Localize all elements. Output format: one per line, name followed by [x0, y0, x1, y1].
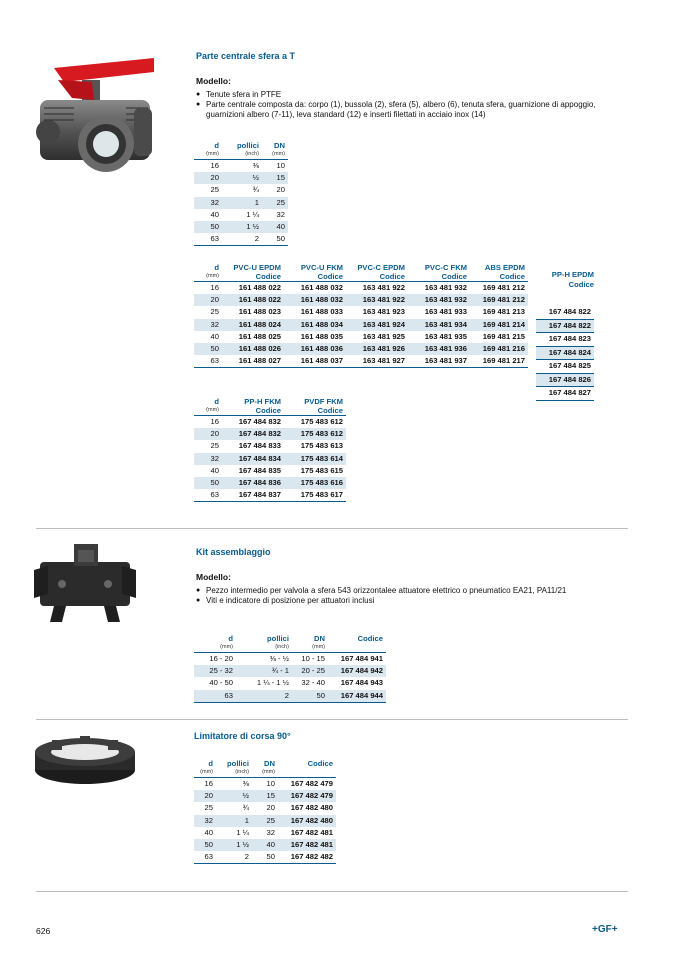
table-cell: 163 481 926	[346, 343, 408, 355]
col-header: d	[214, 141, 219, 150]
table-cell: 16	[204, 779, 213, 788]
col-header: ABS EPDM Codice	[470, 263, 528, 282]
table-cell: 32	[276, 209, 285, 219]
table-row	[536, 319, 594, 333]
col-unit: (mm)	[262, 769, 275, 775]
col-unit: (mm)	[206, 273, 219, 279]
table-cell: 20	[194, 294, 222, 306]
col-header: DN	[274, 141, 285, 150]
section2-title: Kit assemblaggio	[196, 547, 271, 557]
table-row	[194, 477, 346, 489]
table-cell: 32 - 40	[301, 678, 325, 688]
table-cell: 175 483 616	[284, 477, 346, 489]
table-cell: 161 488 026	[222, 343, 284, 355]
table-row	[194, 815, 336, 827]
table-cell: 25 - 32	[194, 665, 236, 677]
table-cell: 63	[194, 851, 216, 864]
table-cell: 167 484 826	[536, 373, 594, 387]
table-row	[194, 653, 386, 666]
table-cell: 25	[204, 803, 213, 813]
col-header: d	[214, 397, 219, 406]
col-unit: (inch)	[275, 644, 289, 650]
table-cell: 16	[210, 283, 219, 292]
section3-table	[194, 759, 336, 864]
col-header: PP-H FKM Codice	[222, 397, 284, 416]
table-row	[194, 827, 336, 839]
table-cell: 16 - 20	[209, 654, 233, 663]
table-cell: 161 488 025	[238, 331, 281, 341]
table-cell: 63	[194, 489, 222, 502]
table-cell: 32	[194, 197, 222, 209]
table-cell: 10	[266, 779, 275, 788]
table-cell: 20	[194, 790, 216, 802]
table-row	[194, 306, 528, 318]
section1-bullets	[196, 90, 628, 120]
col-header: PVDF FKM Codice	[284, 397, 346, 416]
table-row	[194, 331, 528, 343]
col-unit: (mm)	[200, 769, 213, 775]
table-cell: 2	[222, 233, 262, 246]
table-cell: ⅜ - ½	[269, 654, 289, 663]
table-cell: 163 481 923	[362, 307, 405, 317]
table-cell: 167 482 482	[278, 851, 336, 864]
table-cell: 167 484 835	[238, 465, 281, 475]
table-row	[194, 294, 528, 306]
bullet: ● Parte centrale composta da: corpo (1), bussola (2), sfera (5), albero (6), tenuta sfera, guarnizione di appoggio, guarnizioni albero (7-11), leva standard (12) e inserti filettati in acciaio inox (14)	[196, 100, 628, 120]
table-cell: 1 ¼	[246, 209, 259, 219]
table-cell: 169 481 215	[482, 331, 525, 341]
table-cell: 50	[252, 851, 278, 864]
section1-model-label: Modello:	[196, 76, 231, 86]
table-cell: 20	[194, 172, 222, 184]
table-row	[194, 489, 346, 502]
table-cell: 169 481 217	[470, 355, 528, 368]
table-cell: 16	[210, 417, 219, 426]
table-cell: 16	[210, 161, 219, 170]
table-row	[536, 373, 594, 387]
table-row	[194, 319, 528, 331]
table-cell: 167 484 837	[222, 489, 284, 502]
table-cell: 175 483 617	[284, 489, 346, 502]
table-cell: ¾	[242, 803, 249, 813]
table-cell: 40	[210, 209, 219, 219]
table-cell: ⅜	[242, 779, 249, 788]
table-row	[194, 172, 288, 184]
table-row	[194, 184, 288, 196]
table-cell: 20 - 25	[292, 665, 328, 677]
table-cell: 169 481 216	[470, 343, 528, 355]
table-cell: 50	[194, 839, 216, 851]
table-cell: 167 484 834	[222, 453, 284, 465]
table-cell: 1	[222, 197, 262, 209]
table-cell: 25	[262, 197, 288, 209]
section1-code-table	[194, 263, 528, 368]
table-row	[194, 416, 346, 429]
col-unit: (inch)	[245, 151, 259, 157]
table-cell: 161 488 022	[238, 283, 281, 292]
table-cell: 161 488 037	[284, 355, 346, 368]
col-header: PVC-U EPDM Codice	[222, 263, 284, 282]
col-header: pollici	[227, 759, 249, 768]
col-unit: (mm)	[220, 644, 233, 650]
col-unit: (mm)	[206, 151, 219, 157]
table-cell: 1 ¼	[236, 827, 249, 837]
table-cell: 161 488 033	[300, 307, 343, 317]
table-cell: 2	[216, 851, 252, 864]
divider	[36, 719, 628, 720]
table-row	[194, 343, 528, 355]
table-cell: 169 481 213	[482, 307, 525, 317]
table-row	[536, 333, 594, 347]
table-cell: 163 481 925	[362, 331, 405, 341]
table-cell: 40	[252, 839, 278, 851]
table-row	[194, 221, 288, 233]
table-cell: 161 488 024	[222, 319, 284, 331]
table-cell: 169 481 212	[482, 283, 525, 292]
table-cell: 25	[252, 815, 278, 827]
table-cell: 50	[194, 221, 222, 233]
table-cell: 163 481 922	[346, 294, 408, 306]
table-cell: 161 488 036	[284, 343, 346, 355]
table-row	[194, 465, 346, 477]
table-cell: 167 484 833	[238, 441, 281, 451]
table-cell: ¾ - 1	[236, 665, 292, 677]
col-header: DN	[264, 759, 275, 768]
table-row	[194, 197, 288, 209]
table-cell: 169 481 214	[470, 319, 528, 331]
table-cell: 1 ½	[216, 839, 252, 851]
table-cell: 32	[266, 827, 275, 837]
table-cell: 40	[204, 827, 213, 837]
col-header: PVC-U FKM Codice	[284, 263, 346, 282]
section3-title: Limitatore di corsa 90°	[194, 731, 291, 741]
table-cell: 163 481 933	[424, 307, 467, 317]
table-row	[194, 160, 288, 173]
table-cell: 161 488 034	[284, 319, 346, 331]
table-cell: 175 483 615	[300, 465, 343, 475]
table-row	[194, 665, 386, 677]
section1-code-table-2	[194, 397, 346, 502]
table-cell: 167 484 943	[340, 678, 383, 688]
table-cell: 163 481 924	[346, 319, 408, 331]
table-cell: ⅜	[252, 161, 259, 170]
col-header: d	[208, 759, 213, 768]
assembly-kit-image	[34, 544, 136, 622]
table-cell: 63	[194, 690, 236, 703]
table-cell: 163 481 927	[346, 355, 408, 368]
table-cell: 175 483 612	[300, 417, 343, 426]
table-cell: 163 481 932	[424, 283, 467, 292]
table-cell: 10 - 15	[301, 654, 325, 663]
pph-epdm-column	[536, 306, 594, 401]
table-cell: 167 484 822	[536, 319, 594, 333]
table-row	[194, 677, 386, 689]
page-number: 626	[36, 926, 51, 936]
table-row	[194, 802, 336, 814]
table-cell: 2	[236, 690, 292, 703]
table-cell: ½	[222, 172, 262, 184]
table-cell: 167 482 481	[290, 827, 333, 837]
table-cell: 167 484 941	[340, 654, 383, 663]
table-row	[194, 453, 346, 465]
table-cell: 25	[210, 441, 219, 451]
col-unit: (mm)	[272, 151, 285, 157]
table-cell: 167 482 481	[278, 839, 336, 851]
table-row	[194, 355, 528, 368]
table-cell: 161 488 032	[284, 294, 346, 306]
table-row	[194, 839, 336, 851]
table-cell: 163 481 922	[362, 283, 405, 292]
table-cell: 15	[262, 172, 288, 184]
table-row	[194, 233, 288, 246]
table-cell: 175 483 614	[284, 453, 346, 465]
table-cell: 161 488 032	[300, 283, 343, 292]
section1-title: Parte centrale sfera a T	[196, 51, 296, 61]
table-row	[194, 282, 528, 295]
col-header: Codice	[357, 634, 383, 643]
table-cell: ½	[216, 790, 252, 802]
table-cell: 1 ½	[222, 221, 262, 233]
table-cell: 40 - 50	[209, 678, 233, 688]
table-cell: 167 484 822	[536, 306, 594, 319]
section2-model-label: Modello:	[196, 572, 231, 582]
table-cell: 167 484 824	[536, 346, 594, 360]
table-cell: 167 482 480	[290, 803, 333, 813]
bullet: ● Tenute sfera in PTFE	[196, 90, 628, 100]
table-cell: 63	[194, 233, 222, 246]
table-cell: 50	[262, 233, 288, 246]
table-row	[536, 306, 594, 319]
table-cell: 15	[252, 790, 278, 802]
table-row	[536, 346, 594, 360]
table-cell: 167 482 480	[278, 815, 336, 827]
col-header: pollici	[237, 141, 259, 150]
table-cell: 63	[194, 355, 222, 368]
table-cell: 20	[276, 185, 285, 195]
col-unit: (mm)	[206, 407, 219, 413]
col-header: pollici	[267, 634, 289, 643]
col-header: PVC-C EPDM Codice	[346, 263, 408, 282]
table-cell: 167 482 479	[278, 790, 336, 802]
table-cell: 32	[194, 815, 216, 827]
table-cell: 167 484 944	[328, 690, 386, 703]
col-header: d	[214, 263, 219, 272]
section2-bullets	[196, 586, 628, 606]
table-row	[194, 209, 288, 221]
table-cell: 167 484 942	[328, 665, 386, 677]
col-header: Codice	[307, 759, 333, 768]
table-cell: 40	[262, 221, 288, 233]
table-cell: 40	[210, 465, 219, 475]
table-cell: 161 488 027	[222, 355, 284, 368]
table-cell: 175 483 613	[300, 441, 343, 451]
table-cell: 20	[194, 428, 222, 440]
table-cell: 167 484 836	[222, 477, 284, 489]
table-cell: 50	[194, 343, 222, 355]
table-cell: 163 481 932	[408, 294, 470, 306]
table-cell: 10	[276, 161, 285, 170]
table-cell: 25	[210, 307, 219, 317]
table-cell: 32	[194, 319, 222, 331]
table-cell: 169 481 212	[470, 294, 528, 306]
table-cell: 20	[266, 803, 275, 813]
table-cell: 167 484 827	[536, 387, 594, 401]
table-cell: 50	[292, 690, 328, 703]
col-header: PVC-C FKM Codice	[408, 263, 470, 282]
table-row	[194, 690, 386, 703]
table-cell: 163 481 937	[408, 355, 470, 368]
table-cell: 1 ¼ - 1 ½	[256, 678, 289, 688]
col-header: d	[228, 634, 233, 643]
table-row	[194, 851, 336, 864]
travel-stop-image	[34, 732, 136, 788]
bullet: ● Pezzo intermedio per valvola a sfera 543 orizzontalee attuatore elettrico o pneumatico EA21, PA11/21	[196, 586, 628, 596]
gf-logo: +GF+	[592, 924, 618, 935]
col-unit: (mm)	[312, 644, 325, 650]
col-unit: (inch)	[235, 769, 249, 775]
table-cell: 167 482 479	[290, 779, 333, 788]
section1-dimension-table	[194, 141, 288, 246]
pph-epdm-header: PP-H EPDM Codice	[551, 270, 594, 289]
table-cell: 167 484 832	[222, 428, 284, 440]
table-cell: 163 481 936	[408, 343, 470, 355]
bullet: ● Viti e indicatore di posizione per attuatori inclusi	[196, 596, 628, 606]
table-cell: 167 484 832	[238, 417, 281, 426]
table-cell: 167 484 825	[536, 360, 594, 374]
table-cell: 161 488 035	[300, 331, 343, 341]
table-row	[536, 360, 594, 374]
table-cell: ¾	[252, 185, 259, 195]
table-cell: 167 484 823	[536, 333, 594, 347]
t-ball-valve-image	[34, 50, 160, 180]
table-cell: 163 481 934	[408, 319, 470, 331]
table-row	[194, 440, 346, 452]
col-header: DN	[314, 634, 325, 643]
table-row	[194, 778, 336, 791]
table-cell: 161 488 022	[222, 294, 284, 306]
divider	[36, 891, 628, 892]
table-row	[536, 387, 594, 401]
table-row	[194, 790, 336, 802]
table-cell: 161 488 023	[238, 307, 281, 317]
table-row	[194, 428, 346, 440]
table-cell: 40	[210, 331, 219, 341]
table-cell: 25	[210, 185, 219, 195]
table-cell: 1	[216, 815, 252, 827]
table-cell: 50	[194, 477, 222, 489]
divider	[36, 528, 628, 529]
section2-table	[194, 634, 386, 703]
table-cell: 175 483 612	[284, 428, 346, 440]
table-cell: 163 481 935	[424, 331, 467, 341]
table-cell: 32	[194, 453, 222, 465]
